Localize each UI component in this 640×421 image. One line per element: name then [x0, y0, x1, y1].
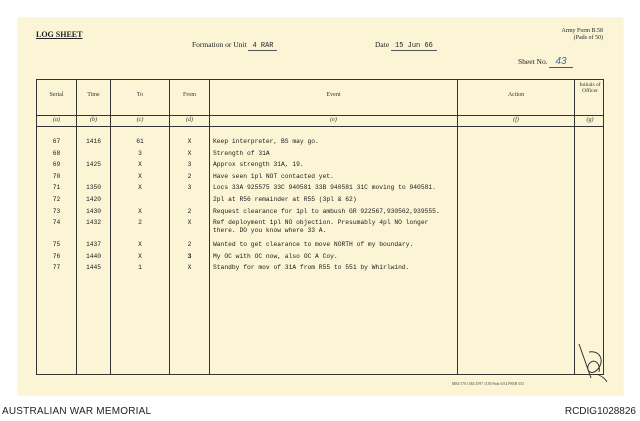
header-from-sub: (d) [186, 117, 193, 123]
cell-event: Wanted to get clearance to move NORTH of my boundary. [213, 241, 414, 248]
cell-to: X [138, 241, 142, 248]
cell-to: 61 [136, 138, 144, 145]
cell-time: 1430 [85, 207, 102, 215]
cell-to: X [138, 207, 142, 215]
cell-from: 3 [187, 252, 192, 260]
table-row [37, 253, 603, 263]
date-label: Date [375, 40, 390, 49]
cell-time: 1440 [85, 252, 102, 260]
cell-serial: 69 [52, 161, 61, 168]
handwritten-initials-mark [571, 340, 611, 384]
cell-serial: 68 [52, 149, 61, 157]
table-row [37, 196, 603, 206]
form-title: LOG SHEET [36, 30, 83, 39]
cell-event: Have seen 1pl NOT contacted yet. [213, 172, 334, 180]
table-row [37, 161, 603, 171]
cell-to: X [138, 172, 142, 180]
table-row [37, 184, 603, 194]
cell-from: X [187, 264, 192, 271]
cell-from: X [187, 219, 192, 226]
header-time: Time [87, 92, 100, 98]
cell-event: 2pl at R56 remainder at R55 (3pl & 62) [213, 195, 357, 203]
cell-from: X [187, 138, 192, 145]
cell-serial: 71 [52, 184, 61, 191]
army-form-number: Army Form B.58 [561, 28, 603, 34]
table-row [37, 138, 603, 148]
cell-to: 3 [138, 149, 142, 157]
table-row [37, 219, 603, 237]
log-table [36, 79, 604, 375]
cell-event: Keep interpreter, BS may go. [213, 138, 319, 145]
header-to-sub: (c) [136, 117, 144, 123]
cell-time: 1437 [85, 241, 102, 248]
cell-time: 1425 [85, 161, 102, 168]
header-initials-sub: (g) [586, 117, 594, 123]
cell-to: X [138, 252, 142, 260]
cell-serial: 76 [52, 252, 61, 260]
formation-label: Formation or Unit [192, 40, 247, 49]
header-initials: Initials of Officer [579, 82, 601, 94]
header-divider [37, 126, 603, 127]
army-form-pads: (Pads of 50) [573, 35, 603, 41]
form-print-code: M83/170 1384 3597 1150 Pads 6/54 PSEB 553 [452, 382, 524, 386]
cell-event: My OC with OC now, also OC A Coy. [213, 252, 338, 260]
log-sheet [18, 18, 623, 395]
cell-to: 1 [138, 264, 142, 271]
sheet-number-value: 43 [549, 56, 572, 68]
cell-to: X [138, 184, 142, 191]
cell-event-line: there. DO you know where 33 A. [213, 227, 327, 234]
header-action: Action [507, 92, 525, 98]
table-row [37, 208, 603, 218]
cell-serial: 72 [52, 195, 61, 203]
cell-time: 1420 [85, 195, 102, 203]
header-to: To [136, 92, 144, 98]
cell-serial: 70 [52, 172, 61, 180]
header-event: Event [326, 92, 341, 98]
army-form-label [561, 28, 603, 42]
archive-reference: RCDIG1028826 [564, 406, 636, 417]
cell-serial: 77 [52, 264, 61, 271]
cell-serial: 67 [52, 138, 61, 145]
table-row [37, 241, 603, 251]
cell-from: 3 [187, 184, 192, 191]
cell-event: Approx strength 31A, 19. [213, 161, 304, 168]
cell-from: 3 [187, 161, 192, 168]
formation-field [192, 40, 277, 50]
cell-from: X [187, 149, 192, 157]
cell-serial: 75 [52, 241, 61, 248]
archive-institution: AUSTRALIAN WAR MEMORIAL [2, 406, 152, 417]
table-row [37, 173, 603, 183]
cell-from: 2 [187, 241, 192, 248]
header-serial: Serial [49, 92, 64, 98]
header-divider [37, 115, 603, 116]
cell-serial: 74 [52, 219, 61, 226]
cell-event-line: Ref deployment 1pl NO objection. Presumably 4pl NO longer [213, 219, 429, 226]
header-from: From [182, 92, 196, 98]
cell-time: 1350 [85, 184, 102, 191]
sheet-number-label: Sheet No. [518, 57, 548, 66]
cell-event: Locs 33A 925575 33C 940581 33B 940581 31C moving to 940581. [213, 184, 436, 191]
cell-to: 2 [138, 219, 142, 226]
cell-time: 1416 [85, 138, 102, 145]
table-row [37, 150, 603, 160]
header-event-sub: (e) [330, 117, 337, 123]
header-time-sub: (b) [90, 117, 97, 123]
header-action-sub: (f) [513, 117, 519, 123]
cell-time: 1445 [85, 264, 102, 271]
cell-from: 2 [187, 172, 192, 180]
formation-value: 4 RAR [248, 42, 277, 51]
cell-event [213, 219, 463, 235]
table-row [37, 264, 603, 274]
cell-event: Request clearance for 1pl to ambush GR 922567,930562,939555. [213, 207, 440, 215]
date-field [375, 40, 437, 50]
cell-serial: 73 [52, 207, 61, 215]
cell-to: X [138, 161, 142, 168]
header-serial-sub: (a) [53, 117, 60, 123]
sheet-number-field [518, 56, 573, 67]
cell-event: Strength of 31A [213, 149, 270, 157]
cell-event: Standby for mov of 31A from R55 to 551 by Whirlwind. [213, 264, 410, 271]
cell-time: 1432 [85, 219, 102, 226]
date-value: 15 Jun 66 [391, 42, 437, 51]
cell-from: 2 [187, 207, 192, 215]
